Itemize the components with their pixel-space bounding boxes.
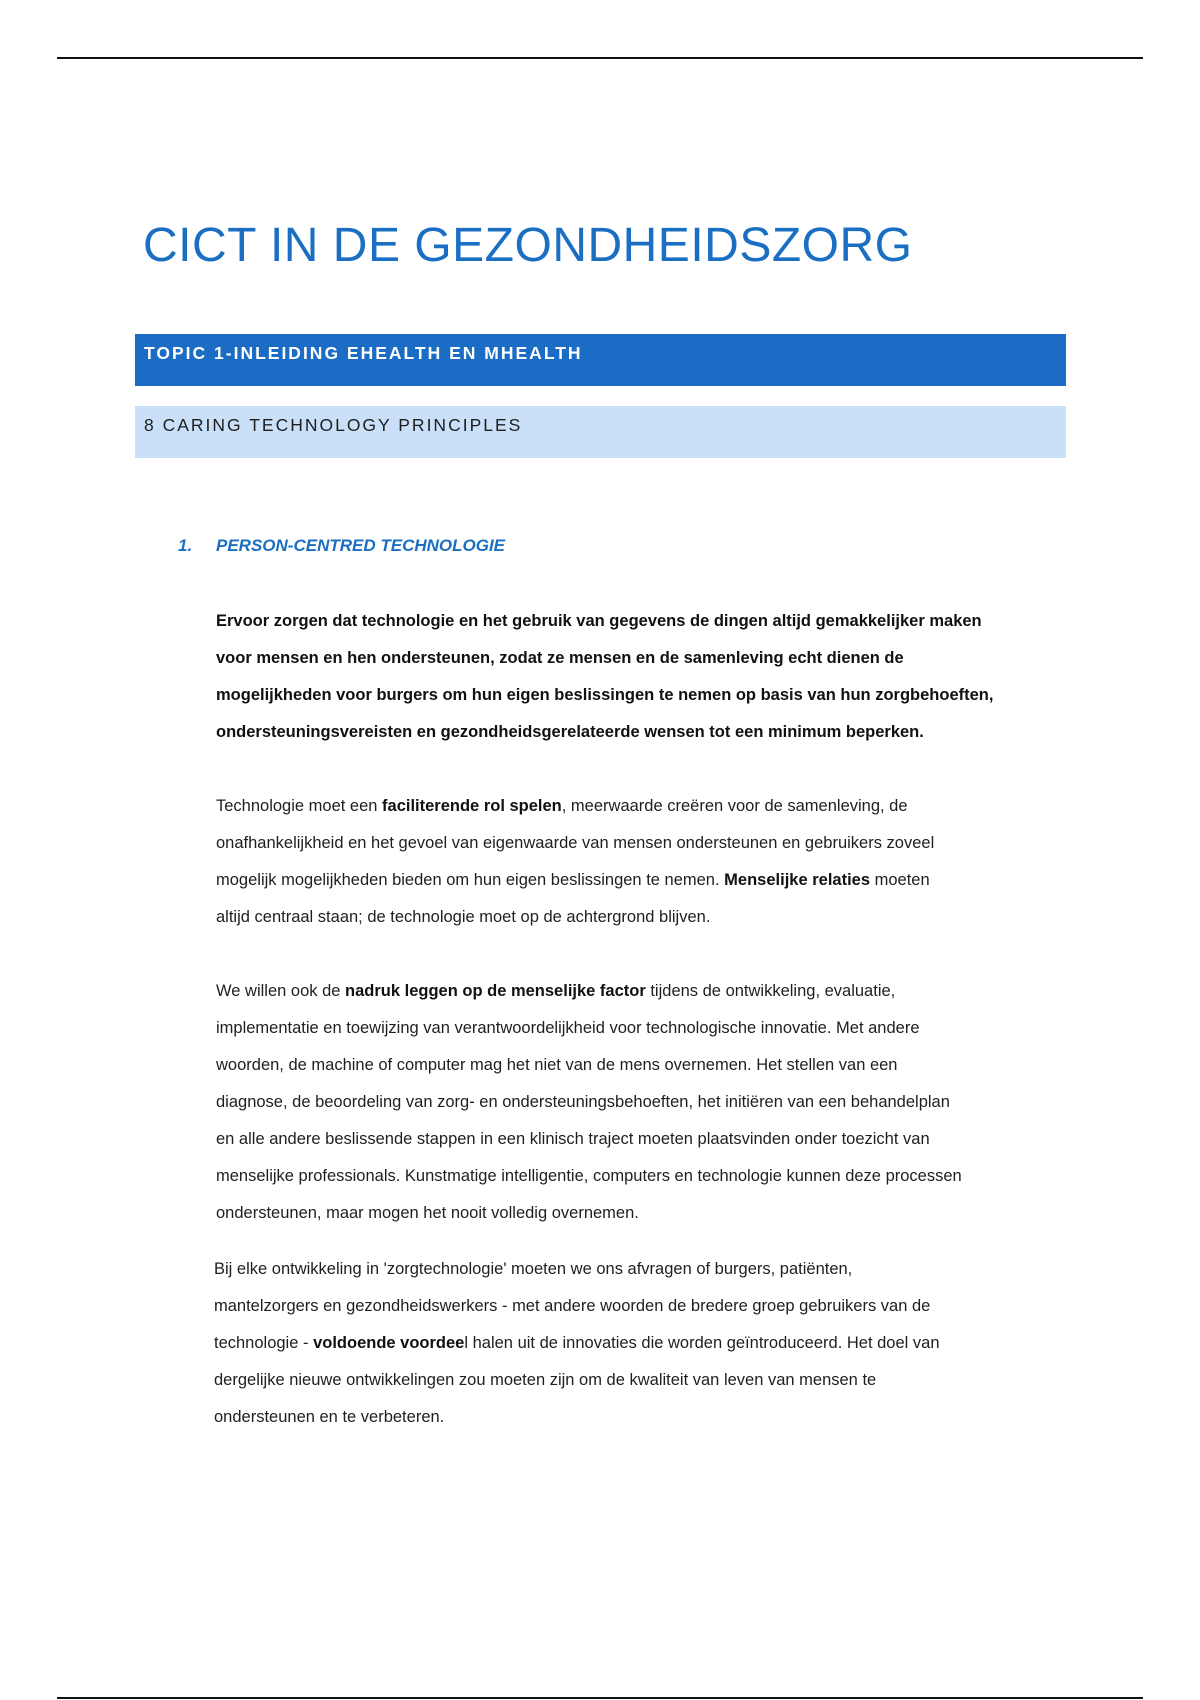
text-run: altijd centraal staan; de technologie moet op de achtergrond blijven. [216,908,711,926]
text-run: ondersteunen, maar mogen het nooit volledig overnemen. [216,1204,639,1222]
text-run: menselijke professionals. Kunstmatige intelligentie, computers en technologie kunnen deze processen [216,1167,962,1185]
text-run: onafhankelijkheid en het gevoel van eigenwaarde van mensen ondersteunen en gebruikers zoveel [216,834,935,852]
text-run: ondersteunen en te verbeteren. [214,1408,445,1426]
topic-heading-band [135,334,1066,386]
bottom-divider [57,1697,1143,1699]
paragraph-facilitating-role [216,788,1066,936]
text-run: technologie - [214,1334,314,1352]
principle-label: PERSON-CENTRED TECHNOLOGIE [216,536,506,555]
paragraph-sufficient-benefit [214,1251,1064,1436]
p1-line: Ervoor zorgen dat technologie en het gebruik van gegevens de dingen altijd gemakkelijker maken [216,612,982,630]
text-run: We willen ook de [216,982,346,1000]
text-run: implementatie en toewijzing van verantwoordelijkheid voor technologische innovatie. Met andere [216,1019,920,1037]
emphasis: nadruk leggen op de menselijke factor [345,982,646,1000]
emphasis: voldoende voordee [313,1334,465,1352]
top-divider [57,57,1143,59]
text-run: woorden, de machine of computer mag het niet van de mens overnemen. Het stellen van een [216,1056,898,1074]
paragraph-human-factor [216,973,1066,1232]
text-run: , meerwaarde creëren voor de samenleving, de [561,797,908,815]
topic-heading: TOPIC 1-INLEIDING EHEALTH EN MHEALTH [144,343,583,363]
paragraph-intro [216,603,1066,751]
text-run: moeten [870,871,930,889]
text-run: dergelijke nieuwe ontwikkelingen zou moeten zijn om de kwaliteit van leven van mensen te [214,1371,877,1389]
text-run: Technologie moet een [216,797,383,815]
text-run: mogelijk mogelijkheden bieden om hun eigen beslissingen te nemen. [216,871,725,889]
principle-heading [178,536,505,556]
emphasis: Menselijke relaties [724,871,871,889]
text-run: tijdens de ontwikkeling, evaluatie, [645,982,896,1000]
section-heading: 8 CARING TECHNOLOGY PRINCIPLES [144,415,523,435]
p1-line: ondersteuningsvereisten en gezondheidsgerelateerde wensen tot een minimum beperken. [216,723,924,741]
emphasis: faciliterende rol spelen [382,797,562,815]
text-run: mantelzorgers en gezondheidswerkers - met andere woorden de bredere groep gebruikers van de [214,1297,931,1315]
section-heading-band [135,406,1066,458]
text-run: Bij elke ontwikkeling in 'zorgtechnologie' moeten we ons afvragen of burgers, patiënten, [214,1260,853,1278]
document-title: CICT IN DE GEZONDHEIDSZORG [143,219,913,272]
text-run: diagnose, de beoordeling van zorg- en ondersteuningsbehoeften, het initiëren van een behandelplan [216,1093,950,1111]
text-run: en alle andere beslissende stappen in een klinisch traject moeten plaatsvinden onder toezicht van [216,1130,930,1148]
principle-number: 1. [178,536,193,555]
p1-line: mogelijkheden voor burgers om hun eigen beslissingen te nemen op basis van hun zorgbehoeften, [216,686,994,704]
p1-line: voor mensen en hen ondersteunen, zodat ze mensen en de samenleving echt dienen de [216,649,904,667]
text-run: l halen uit de innovaties die worden geïntroduceerd. Het doel van [464,1334,940,1352]
